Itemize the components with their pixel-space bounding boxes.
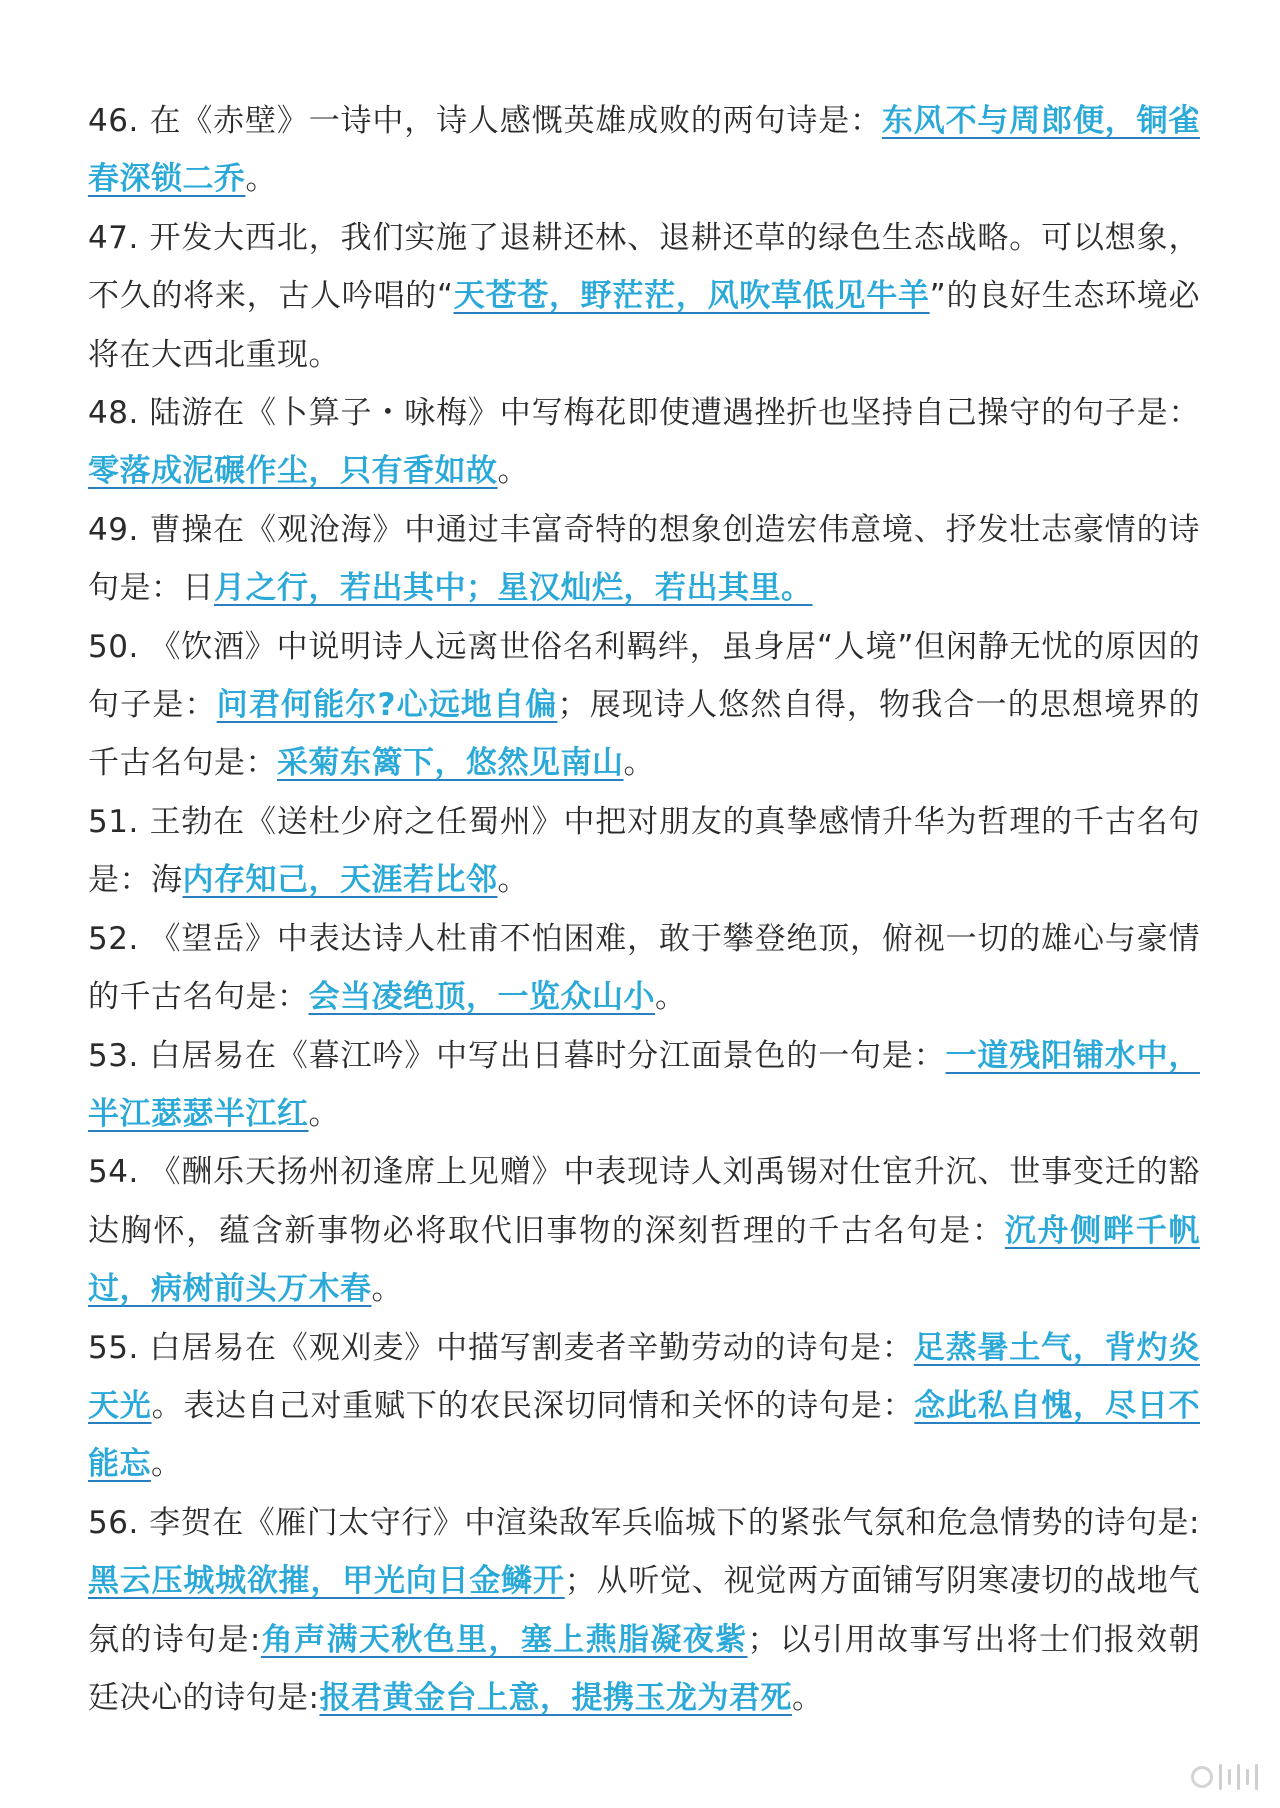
item-54 [88,1143,1200,1318]
question-text: 52. 《望岳》中表达诗人杜甫不怕困难，敢于攀登绝顶，俯视一切的雄心与豪情的千古名句是： [88,920,1200,1016]
question-text: 。 [655,979,687,1016]
question-text: ；展现诗人悠然自得，物我合一的思想境界的千古名句是： [88,687,1201,782]
bar-icon [1246,1769,1249,1785]
answer-text: 一道残阳铺水中，半江瑟瑟半江红 [88,1037,1200,1132]
question-text: 54. 《酬乐天扬州初逢席上见赠》中表现诗人刘禹锡对仕宦升沉、世事变迁的豁达胸怀，蕴含新事物必将取代旧事物的深刻哲理的千古名句是： [88,1154,1200,1249]
answer-text: 月之行，若出其中；星汉灿烂，若出其里。 [214,570,813,607]
answer-text: 问君何能尔?心远地自偏 [216,687,558,724]
question-text: 。 [497,453,529,490]
question-text: 48. 陆游在《卜算子・咏梅》中写梅花即使遭遇挫折也坚持自己操守的句子是： [88,395,1200,432]
question-text: ；从听觉、视觉两方面铺写阴寒凄切的战地气氛的诗句是: [88,1563,1201,1658]
question-text: 53. 白居易在《暮江吟》中写出日暮时分江面景色的一句是： [88,1037,946,1074]
item-48 [88,384,1200,501]
item-55 [88,1319,1200,1494]
question-text: 。 [497,862,529,899]
answer-text: 足蒸暑土气，背灼炎天光 [88,1329,1200,1424]
question-text: 。 [308,1095,340,1132]
answer-text: 零落成泥碾作尘，只有香如故 [88,453,498,490]
question-text: 49. 曹操在《观沧海》中通过丰富奇特的想象创造宏伟意境、抒发壮志豪情的诗句是：日 [88,511,1200,607]
answer-text: 采菊东篱下，悠然见南山 [277,745,624,782]
question-text: 56. 李贺在《雁门太守行》中渲染敌军兵临城下的紧张气氛和危急情势的诗句是: [88,1504,1200,1541]
question-text: 46. 在《赤壁》一诗中，诗人感慨英雄成败的两句诗是： [88,103,882,139]
circle-icon [1191,1766,1213,1788]
question-text: ”的良好生态环境必将在大西北重现。 [88,278,1201,373]
answer-text: 东风不与周郎便，铜雀春深锁二乔 [88,103,1200,198]
question-text: 。表达自己对重赋下的农民深切同情和关怀的诗句是： [151,1387,915,1424]
bar-icon [1255,1764,1258,1790]
question-text: 。 [151,1446,183,1483]
item-51 [88,793,1200,910]
item-46 [88,92,1200,209]
bar-icon [1228,1769,1231,1785]
question-text: 。 [623,745,655,782]
question-text: 。 [245,161,277,198]
answer-text: 黑云压城城欲摧，甲光向日金鳞开 [88,1563,565,1600]
answer-text: 报君黄金台上意，提携玉龙为君死 [319,1679,792,1716]
document-page [88,92,1200,1727]
question-text: 55. 白居易在《观刈麦》中描写割麦者辛勤劳动的诗句是： [88,1329,914,1366]
question-text: 50. 《饮酒》中说明诗人远离世俗名利羁绊，虽身居“人境”但闲静无忧的原因的句子是： [88,628,1200,724]
item-56 [88,1494,1200,1728]
bar-icon [1219,1764,1222,1790]
question-text: 51. 王勃在《送杜少府之任蜀州》中把对朋友的真挚感情升华为哲理的千古名句是：海 [88,803,1200,899]
question-text: 47. 开发大西北，我们实施了退耕还林、退耕还草的绿色生态战略。可以想象，不久的将来，古人吟唱的“ [88,219,1200,315]
item-49 [88,501,1200,618]
question-text: ；以引用故事写出将士们报效朝廷决心的诗句是: [88,1621,1201,1716]
watermark-logo [1191,1764,1258,1790]
item-53 [88,1027,1200,1144]
answer-text: 会当凌绝顶，一览众山小 [308,979,655,1016]
question-text: 。 [371,1271,403,1308]
answer-text: 角声满天秋色里，塞上燕脂凝夜紫 [260,1621,748,1658]
answer-text: 沉舟侧畔千帆过，病树前头万木春 [88,1212,1201,1308]
answer-text: 念此私自愧，尽日不能忘 [88,1387,1201,1483]
bar-icon [1237,1764,1240,1790]
item-52 [88,910,1200,1027]
item-47 [88,209,1200,384]
answer-text: 天苍苍，野茫茫，风吹草低见牛羊 [453,278,930,315]
question-text: 。 [791,1679,824,1716]
answer-text: 内存知己，天涯若比邻 [182,862,498,899]
item-50 [88,618,1200,793]
